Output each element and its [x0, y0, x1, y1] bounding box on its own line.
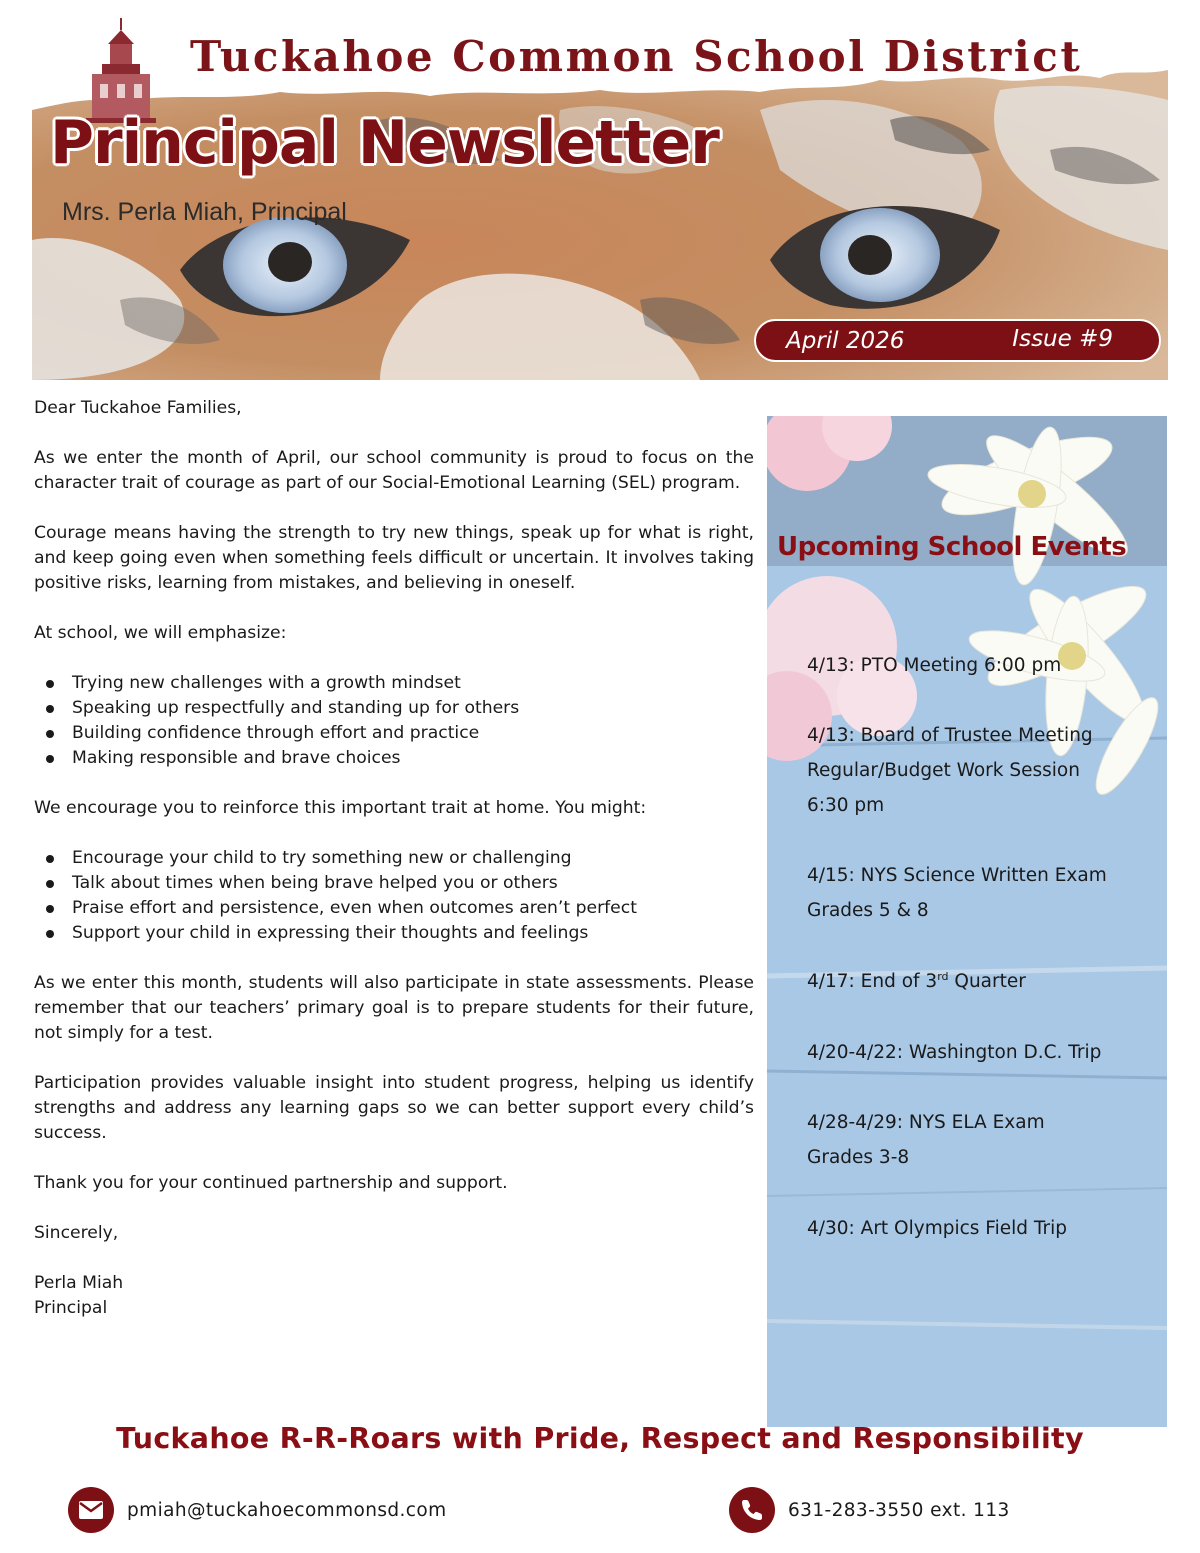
- signature-title: Principal: [34, 1298, 108, 1318]
- school-emphasis-list: [34, 671, 754, 771]
- school-motto: Tuckahoe R-R-Roars with Pride, Respect and Responsibility: [116, 1422, 1084, 1455]
- district-name: Tuckahoe Common School District: [190, 32, 1083, 81]
- letter-paragraph: As we enter the month of April, our school community is proud to focus on the character trait of courage as part of our Social-Emotional Learning (SEL) program.: [34, 448, 754, 493]
- letter-greeting: Dear Tuckahoe Families,: [34, 398, 242, 418]
- phone-number[interactable]: 631-283-3550 ext. 113: [788, 1499, 1010, 1521]
- list-item: Trying new challenges with a growth mindset: [72, 671, 754, 696]
- list-item: Speaking up respectfully and standing up for others: [72, 696, 754, 721]
- list-item: Making responsible and brave choices: [72, 746, 754, 771]
- phone-icon: [729, 1487, 775, 1533]
- list-item: Praise effort and persistence, even when outcomes aren’t perfect: [72, 896, 754, 921]
- issue-date: April 2026: [786, 328, 905, 354]
- event-item: 4/17: End of 3rd Quarter: [807, 969, 1026, 992]
- event-item: 4/13: PTO Meeting 6:00 pm: [807, 655, 1062, 676]
- list-item: Building confidence through effort and practice: [72, 721, 754, 746]
- letter-paragraph: Participation provides valuable insight into student progress, helping us identify strengths and address any learning gaps so we can better support every child’s success.: [34, 1073, 754, 1143]
- letter-thanks: Thank you for your continued partnership and support.: [34, 1173, 508, 1193]
- home-list-intro: We encourage you to reinforce this important trait at home. You might:: [34, 798, 647, 818]
- event-item: 4/20-4/22: Washington D.C. Trip: [807, 1042, 1102, 1063]
- list-item: Support your child in expressing their thoughts and feelings: [72, 921, 754, 946]
- home-suggestions-list: [34, 846, 754, 946]
- principal-letter: [34, 396, 754, 1321]
- letter-paragraph: As we enter this month, students will also participate in state assessments. Please remember that our teachers’ primary goal is to prepare students for their future, not simply for a test.: [34, 973, 754, 1043]
- events-title: Upcoming School Events: [777, 532, 1127, 562]
- upcoming-events-panel: [767, 416, 1167, 1427]
- list-item: Talk about times when being brave helped you or others: [72, 871, 754, 896]
- letter-paragraph: Courage means having the strength to try new things, speak up for what is right, and keep going even when something feels difficult or uncertain. It involves taking positive risks, learning from mistakes, and believing in oneself.: [34, 523, 754, 593]
- event-item: 4/30: Art Olympics Field Trip: [807, 1218, 1067, 1239]
- phone-contact: [729, 1487, 1010, 1533]
- email-link[interactable]: pmiah@tuckahoecommonsd.com: [127, 1499, 447, 1521]
- issue-number: Issue #9: [1012, 326, 1113, 352]
- school-list-intro: At school, we will emphasize:: [34, 623, 287, 643]
- letter-closing: Sincerely,: [34, 1223, 119, 1243]
- email-contact: [68, 1487, 447, 1533]
- envelope-icon: [68, 1487, 114, 1533]
- signature-name: Perla Miah: [34, 1273, 124, 1293]
- event-item: 4/28-4/29: NYS ELA Exam Grades 3-8: [807, 1112, 1045, 1168]
- event-item: 4/13: Board of Trustee Meeting Regular/Budget Work Session 6:30 pm: [807, 725, 1093, 816]
- event-item: 4/15: NYS Science Written Exam Grades 5 & 8: [807, 865, 1107, 921]
- issue-banner: [754, 319, 1161, 362]
- newsletter-header: [0, 0, 1200, 380]
- list-item: Encourage your child to try something new or challenging: [72, 846, 754, 871]
- newsletter-title: Principal Newsletter: [50, 108, 719, 178]
- principal-byline: Mrs. Perla Miah, Principal: [62, 198, 347, 226]
